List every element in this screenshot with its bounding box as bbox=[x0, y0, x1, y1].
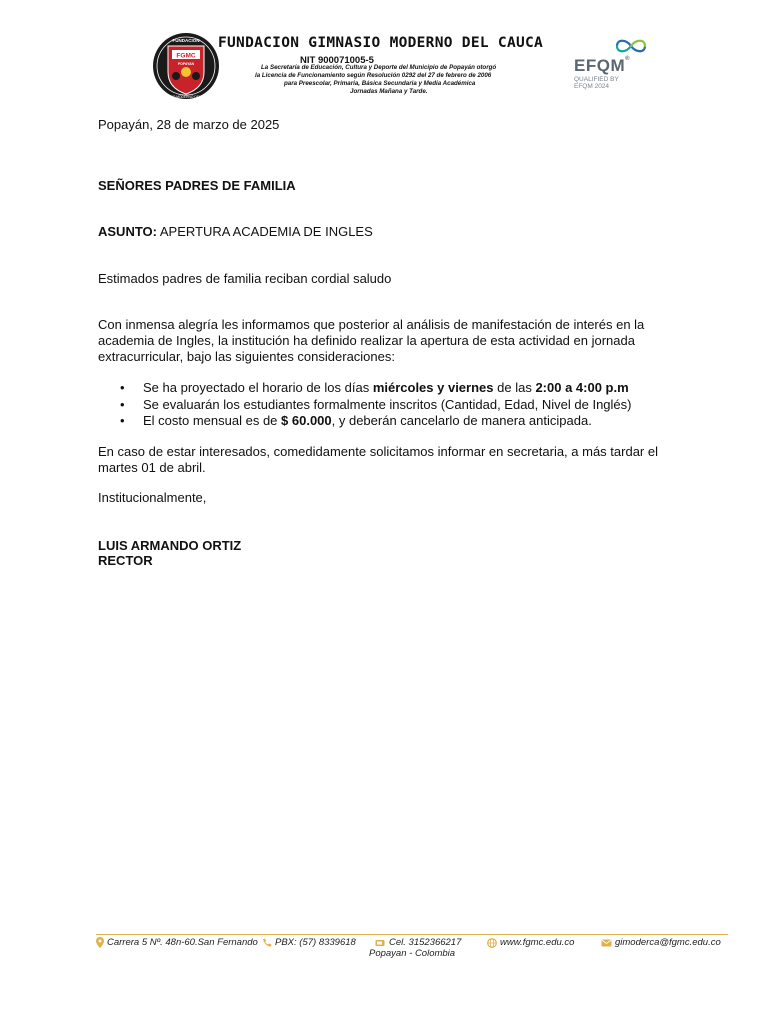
subject-label: ASUNTO: bbox=[98, 224, 157, 239]
greeting: Estimados padres de familia reciban cordial saludo bbox=[98, 271, 392, 286]
intro-line-1: Con inmensa alegría les informamos que posterior al análisis de manifestación de interés en la bbox=[98, 317, 645, 332]
date-line: Popayán, 28 de marzo de 2025 bbox=[98, 117, 280, 132]
legal-line-4: Jornadas Mañana y Tarde. bbox=[350, 88, 428, 95]
efqm-year-line: EFQM 2024 bbox=[574, 83, 610, 90]
recipient: SEÑORES PADRES DE FAMILIA bbox=[98, 178, 296, 193]
sign-off: Institucionalmente, bbox=[98, 490, 207, 505]
list-item: • Se ha proyectado el horario de los días miércoles y viernes de las 2:00 a 4:00 p.m bbox=[120, 380, 629, 395]
footer-divider bbox=[96, 934, 728, 935]
footer-phone: PBX: (57) 8339618 bbox=[262, 937, 356, 948]
considerations-list bbox=[120, 380, 631, 430]
list-item: • El costo mensual es de $ 60.000, y deberán cancelarlo de manera anticipada. bbox=[120, 413, 592, 428]
footer-mobile: Cel. 3152366217 bbox=[375, 937, 461, 948]
subject-line bbox=[98, 224, 373, 240]
closing-line-1: En caso de estar interesados, comedidamente solicitamos informar en secretaria, a más tardar el bbox=[98, 444, 658, 459]
location-pin-icon bbox=[96, 937, 104, 948]
school-crest-logo bbox=[152, 32, 220, 100]
efqm-infinity-icon bbox=[614, 36, 648, 56]
bullet-icon: • bbox=[120, 413, 125, 428]
logo-ring-text: GIMNASIO MODERNO DEL CAUCA bbox=[158, 95, 214, 99]
bullet-icon: • bbox=[120, 396, 125, 412]
signer-name: LUIS ARMANDO ORTIZ bbox=[98, 538, 242, 553]
globe-icon bbox=[487, 938, 497, 948]
nit-number: NIT 900071005-5 bbox=[300, 55, 374, 66]
organization-name: FUNDACION GIMNASIO MODERNO DEL CAUCA bbox=[218, 35, 544, 51]
efqm-brand: EFQM® bbox=[574, 56, 631, 75]
footer-email: gimoderca@fgmc.edu.co bbox=[601, 937, 721, 948]
signer-title: RECTOR bbox=[98, 553, 153, 568]
email-icon bbox=[601, 938, 612, 948]
footer-address: Carrera 5 Nº. 48n-60.San Fernando bbox=[96, 937, 258, 948]
footer-city: Popayan - Colombia bbox=[369, 948, 456, 959]
closing-line-2: martes 01 de abril. bbox=[98, 460, 206, 475]
phone-icon bbox=[262, 938, 272, 947]
legal-line-3: para Preescolar, Primaria, Básica Secundaria y Media Académica bbox=[284, 80, 476, 87]
footer-website: www.fgmc.edu.co bbox=[487, 937, 574, 948]
logo-emblem-text: FGMC bbox=[176, 52, 196, 60]
list-item: • Se evaluarán los estudiantes formalmente inscritos (Cantidad, Edad, Nivel de Inglés) bbox=[120, 396, 632, 412]
logo-top-text: FUNDACION bbox=[172, 38, 200, 43]
intro-line-2: academia de Ingles, la institución ha definido realizar la apertura de esta actividad en jornada bbox=[98, 333, 635, 348]
efqm-qualified-line: QUALIFIED BY bbox=[574, 76, 619, 83]
legal-line-2: la Licencia de Funcionamiento según Resolución 0292 del 27 de febrero de 2006 bbox=[255, 72, 492, 79]
bullet-icon: • bbox=[120, 380, 125, 395]
subject-text: APERTURA ACADEMIA DE INGLES bbox=[156, 224, 373, 239]
legal-line-1: La Secretaría de Educación, Cultura y Deporte del Municipio de Popayán otorgó bbox=[261, 64, 497, 71]
logo-emblem-sub: POPAYAN bbox=[177, 62, 195, 66]
mobile-phone-icon bbox=[375, 939, 386, 947]
intro-line-3: extracurricular, bajo las siguientes consideraciones: bbox=[98, 349, 395, 364]
